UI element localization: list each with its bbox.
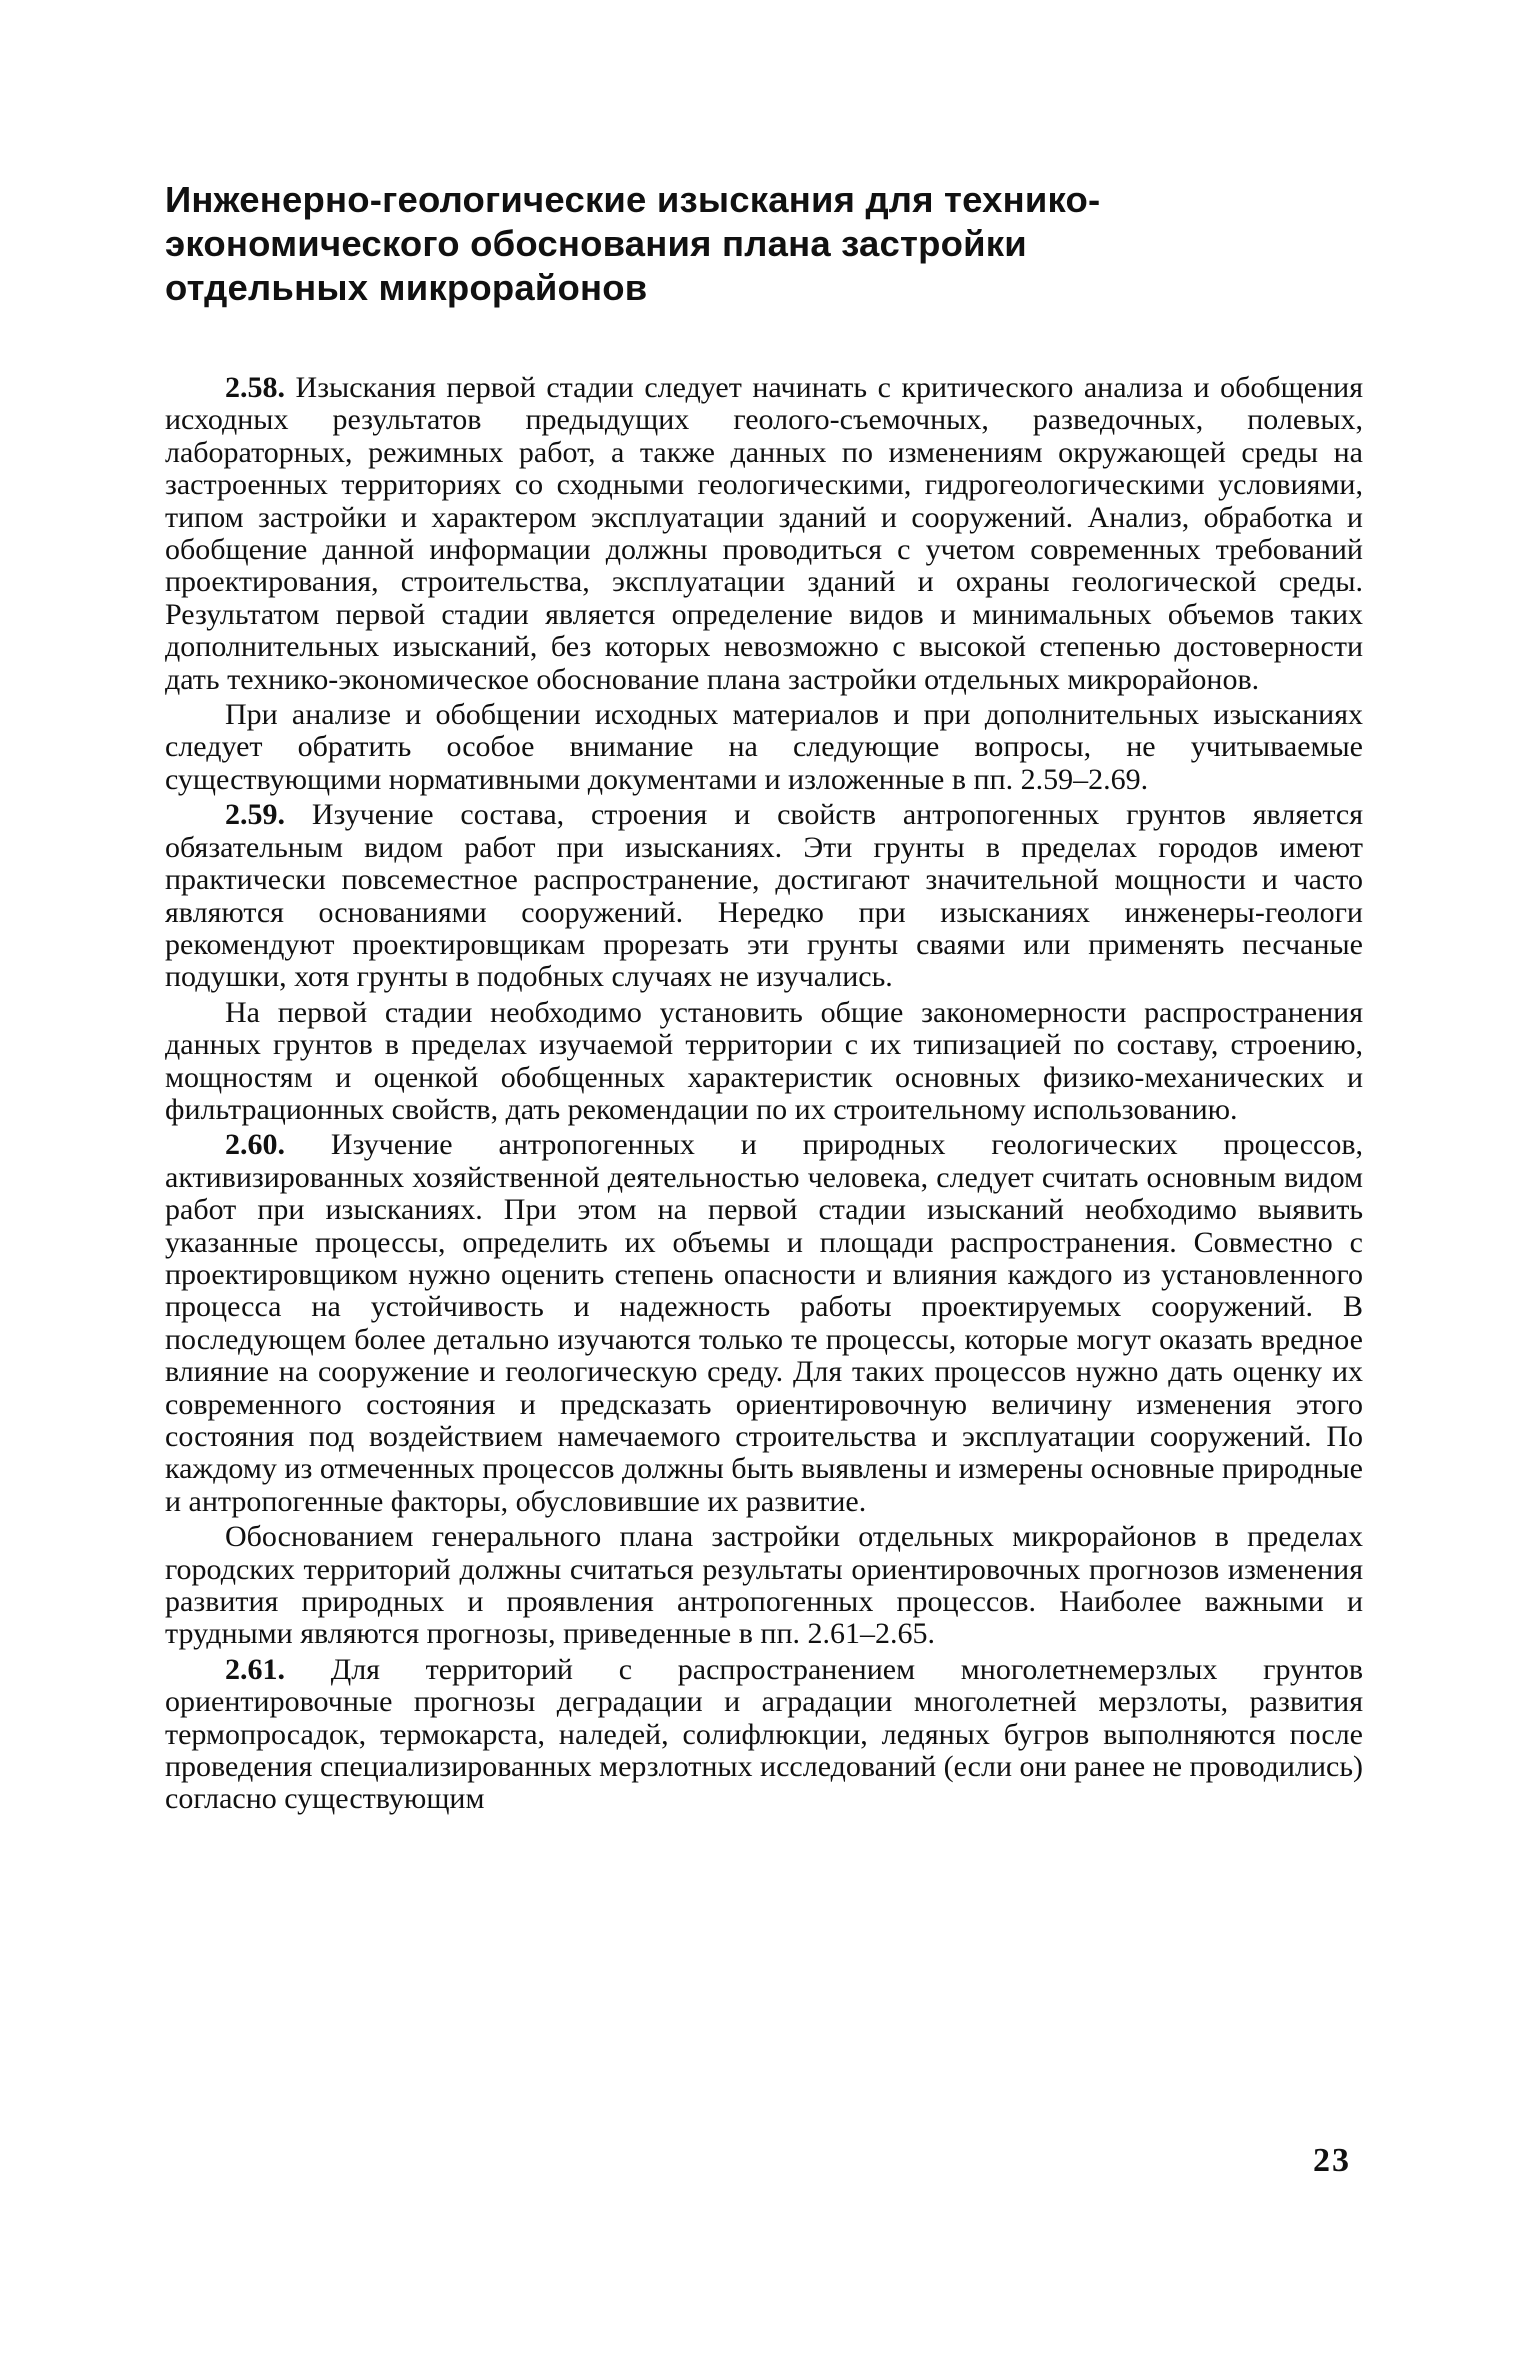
clause-number: 2.61. xyxy=(225,1652,285,1686)
clause-number: 2.58. xyxy=(225,371,285,404)
page-number: 23 xyxy=(1313,2142,1351,2179)
heading-line-3: отдельных микрорайонов xyxy=(165,267,648,308)
paragraph-text: При анализе и обобщении исходных материалов и при дополнительных изысканиях следует обратить особое внимание на следующие вопросы, не учитываемые существующими нормативными документами и изложенные в пп. 2.59–2.69. xyxy=(165,698,1363,796)
paragraph-2-59 xyxy=(165,799,1363,993)
heading-line-1: Инженерно-геологические изыскания для технико- xyxy=(165,179,1101,220)
body-text xyxy=(165,372,1363,1816)
document-page xyxy=(165,178,1363,1819)
paragraph-2-59-continued xyxy=(165,997,1363,1127)
paragraph-text: На первой стадии необходимо установить общие закономерности распространения данных грунтов в пределах изучаемой территории с их типизацией по составу, строению, мощностям и оценкой обобщенных характеристик основных физико-механических и фильтрационных свойств, дать рекомендации по их строительному использованию. xyxy=(165,995,1363,1126)
paragraph-2-60 xyxy=(165,1129,1363,1518)
paragraph-2-61 xyxy=(165,1654,1363,1816)
paragraph-text: Изучение антропогенных и природных геологических процессов, активизированных хозяйственной деятельностью человека, следует считать основным видом работ при изысканиях. При этом на первой стадии изысканий необходимо выявить указанные процессы, определить их объемы и площади распространения. Совместно с проектировщиком нужно оценить степень опасности и влияния каждого из установленного процесса на устойчивость и надежность работы проектируемых сооружений. В последующем более детально изучаются только те процессы, которые могут оказать вредное влияние на сооружение и геологическую среду. Для таких процессов нужно дать оценку их современного состояния и предсказать ориентировочную величину изменения этого состояния под воздействием намечаемого строительства и эксплуатации сооружений. По каждому из отмеченных процессов должны быть выявлены и измерены основные природные и антропогенные факторы, обусловившие их развитие. xyxy=(165,1128,1363,1518)
paragraph-text: Изучение состава, строения и свойств антропогенных грунтов является обязательным видом работ при изысканиях. Эти грунты в пределах городов имеют практически повсеместное распространение, достигают значительной мощности и часто являются основаниями сооружений. Нередко при изысканиях инженеры-геологи рекомендуют проектировщикам прорезать эти грунты сваями или применять песчаные подушки, хотя грунты в подобных случаях не изучались. xyxy=(165,798,1363,994)
clause-number: 2.59. xyxy=(225,798,285,832)
paragraph-text: Изыскания первой стадии следует начинать с критического анализа и обобщения исходных результатов предыдущих геолого-съемочных, разведочных, полевых, лабораторных, режимных работ, а также данных по изменениям окружающей среды на застроенных территориях со сходными геологическими, гидрогеологическими условиями, типом застройки и характером эксплуатации зданий и сооружений. Анализ, обработка и обобщение данной информации должны проводиться с учетом современных требований проектирования, строительства, эксплуатации зданий и охраны геологической среды. Результатом первой стадии является определение видов и минимальных объемов таких дополнительных изысканий, без которых невозможно с высокой степенью достоверности дать технико-экономическое обоснование плана застройки отдельных микрорайонов. xyxy=(165,371,1363,696)
paragraph-2-60-continued xyxy=(165,1521,1363,1651)
clause-number: 2.60. xyxy=(225,1128,285,1162)
heading-line-2: экономического обоснования плана застройки xyxy=(165,223,1027,264)
paragraph-2-58 xyxy=(165,372,1363,696)
section-heading xyxy=(165,178,1363,310)
paragraph-text: Обоснованием генерального плана застройки отдельных микрорайонов в пределах городских территорий должны считаться результаты ориентировочных прогнозов изменения развития природных и проявления антропогенных процессов. Наиболее важными и трудными являются прогнозы, приведенные в пп. 2.61–2.65. xyxy=(165,1520,1363,1651)
paragraph-2-58-continued xyxy=(165,699,1363,796)
paragraph-text: Для территорий с распространением многолетнемерзлых грунтов ориентировочные прогнозы деградации и аградации многолетней мерзлоты, развития термопросадок, термокарста, наледей, солифлюкции, ледяных бугров выполняются после проведения специализированных мерзлотных исследований (если они ранее не проводились) согласно существующим xyxy=(165,1652,1363,1816)
